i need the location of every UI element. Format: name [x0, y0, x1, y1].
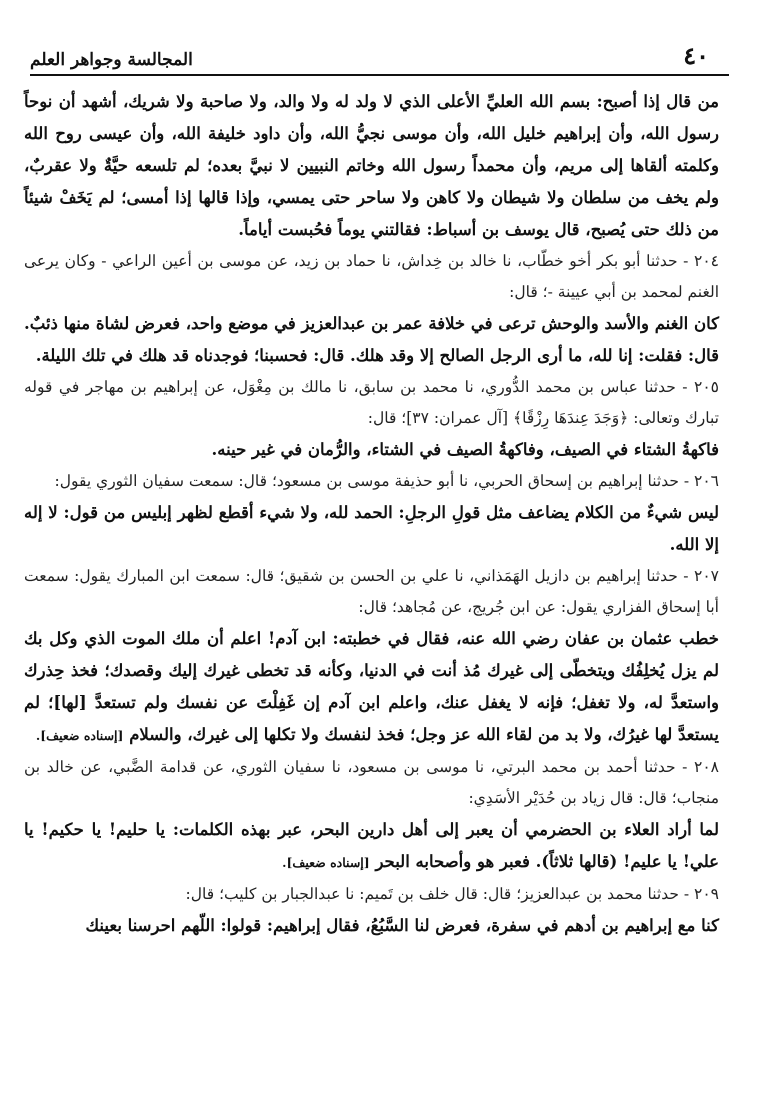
paragraph-text: خطب عثمان بن عفان رضي الله عنه، فقال في خطبته: ابن آدم! اعلم أن ملك الموت الذي وكل بك لم يزل يُخلِفُك ويتخطّى إلى غيرك مُذ أنت في الدنيا، وكأنه قد تخطى غيرك إليك وقصدك؛ فخذ حِذرك واستعدَّ له، ولا تغفل؛ فإنه لا يغفل عنك، واعلم ابن آدم إن غَفِلْتَ عن نفسك ولم تستعدَّ [لها]؛ لم يستعدَّ لها غيرُك، ولا بد من لقاء الله عز وجل؛ فخذ لنفسك ولا تكلها إلى غيرك، والسلام: [24, 629, 719, 744]
quote-paragraph: [24, 434, 719, 466]
paragraph-text: كان الغنم والأسد والوحش ترعى في خلافة عمر بن عبدالعزيز في موضع واحد، فعرض لشاة منها ذئبٌ. قال: فقلت: إنا لله، ما أرى الرجل الصالح إلا وقد هلك. قال: فحسبنا؛ فوجدناه قد هلك في تلك الليلة.: [24, 314, 719, 365]
isnad-note: [إسناده ضعيف].: [35, 728, 124, 743]
paragraph-text: ٢٠٥ - حدثنا عباس بن محمد الدُّوري، نا محمد بن سابق، نا مالك بن مِغْوَل، عن إبراهيم بن مهاجر في قوله تبارك وتعالى: ﴿وَجَدَ عِندَهَا رِزْقًا﴾ [آل عمران: ٣٧]؛ قال:: [24, 378, 719, 427]
isnad-note: [إسناده ضعيف].: [282, 855, 370, 870]
paragraph-text: كنا مع إبراهيم بن أدهم في سفرة، فعرض لنا السَّبُعُ، فقال إبراهيم: قولوا: اللّهم احرسنا بعينك: [85, 916, 719, 935]
quote-paragraph: [24, 910, 719, 942]
page-header: [30, 34, 709, 70]
page-number: ٤٠: [683, 41, 709, 70]
quote-paragraph: [24, 814, 719, 879]
page-body: [24, 86, 719, 942]
quote-paragraph: [24, 497, 719, 561]
narration-paragraph: [24, 879, 719, 910]
paragraph-text: ليس شيءٌ من الكلام يضاعف مثل قولِ الرجلِ: الحمد لله، ولا شيء أقطع لظهر إبليس من قول: لا إله إلا الله.: [24, 503, 719, 554]
paragraph-text: ٢٠٩ - حدثنا محمد بن عبدالعزيز؛ قال: قال خلف بن تَميم: نا عبدالجبار بن كليب؛ قال:: [185, 885, 719, 903]
paragraph-text: لما أراد العلاء بن الحضرمي أن يعبر إلى أهل دارين البحر، عبر بهذه الكلمات: يا حليم! يا حكيم! يا علي! يا عليم! (قالها ثلاثاً). فعبر هو وأصحابه البحر: [24, 820, 719, 871]
paragraph-text: ٢٠٨ - حدثنا أحمد بن محمد البرتي، نا موسى بن مسعود، نا سفيان الثوري، عن قدامة الضَّبي، عن خالد بن منجاب؛ قال: قال زياد بن حُدَيْر الأسَدِي:: [24, 758, 719, 807]
paragraph-text: من قال إذا أصبح: بسم الله العليِّ الأعلى الذي لا ولد له ولا والد، ولا صاحبة ولا شريك، أشهد أن نوحاً رسول الله، وأن إبراهيم خليل الله، وأن موسى نجيُّ الله، وأن داود خليفة الله، وأن عيسى روح الله وكلمته ألقاها إلى مريم، وأن محمداً رسول الله وخاتم النبيين لا نبيَّ بعده؛ لم تلسعه حيَّةٌ ولا عقربٌ، ولم يخف من سلطان ولا شيطان ولا كاهن ولا ساحر حتى يمسي، وإذا قالها إذا أمسى؛ لم يَخَفْ شيئاً من ذلك حتى يُصبح، قال يوسف بن أسباط: فقالتني يوماً فحُبست أياماً.: [24, 92, 719, 239]
quote-paragraph: [24, 308, 719, 372]
narration-paragraph: [24, 752, 719, 814]
narration-paragraph: [24, 466, 719, 497]
narration-paragraph: [24, 246, 719, 308]
paragraph-text: ٢٠٤ - حدثنا أبو بكر أخو خطّاب، نا خالد بن خِداش، نا حماد بن زيد، عن موسى بن أعين الراعي - وكان يرعى الغنم لمحمد بن أبي عيينة -؛ قال:: [24, 252, 719, 301]
paragraph-text: ٢٠٧ - حدثنا إبراهيم بن دازيل الهَمَذاني، نا علي بن الحسن بن شقيق؛ قال: سمعت ابن المبارك يقول: سمعت أبا إسحاق الفزاري يقول: عن ابن جُريج، عن مُجاهد؛ قال:: [24, 567, 719, 616]
quote-paragraph: [24, 623, 719, 752]
paragraph-text: ٢٠٦ - حدثنا إبراهيم بن إسحاق الحربي، نا أبو حذيفة موسى بن مسعود؛ قال: سمعت سفيان الثوري يقول:: [54, 472, 719, 490]
narration-paragraph: [24, 372, 719, 434]
paragraph-text: فاكهةُ الشتاء في الصيف، وفاكهةُ الصيف في الشتاء، والرُّمان في غير حينه.: [211, 440, 719, 459]
book-title: المجالسة وجواهر العلم: [30, 50, 193, 70]
quote-paragraph: [24, 86, 719, 246]
header-rule: [30, 74, 729, 76]
narration-paragraph: [24, 561, 719, 623]
